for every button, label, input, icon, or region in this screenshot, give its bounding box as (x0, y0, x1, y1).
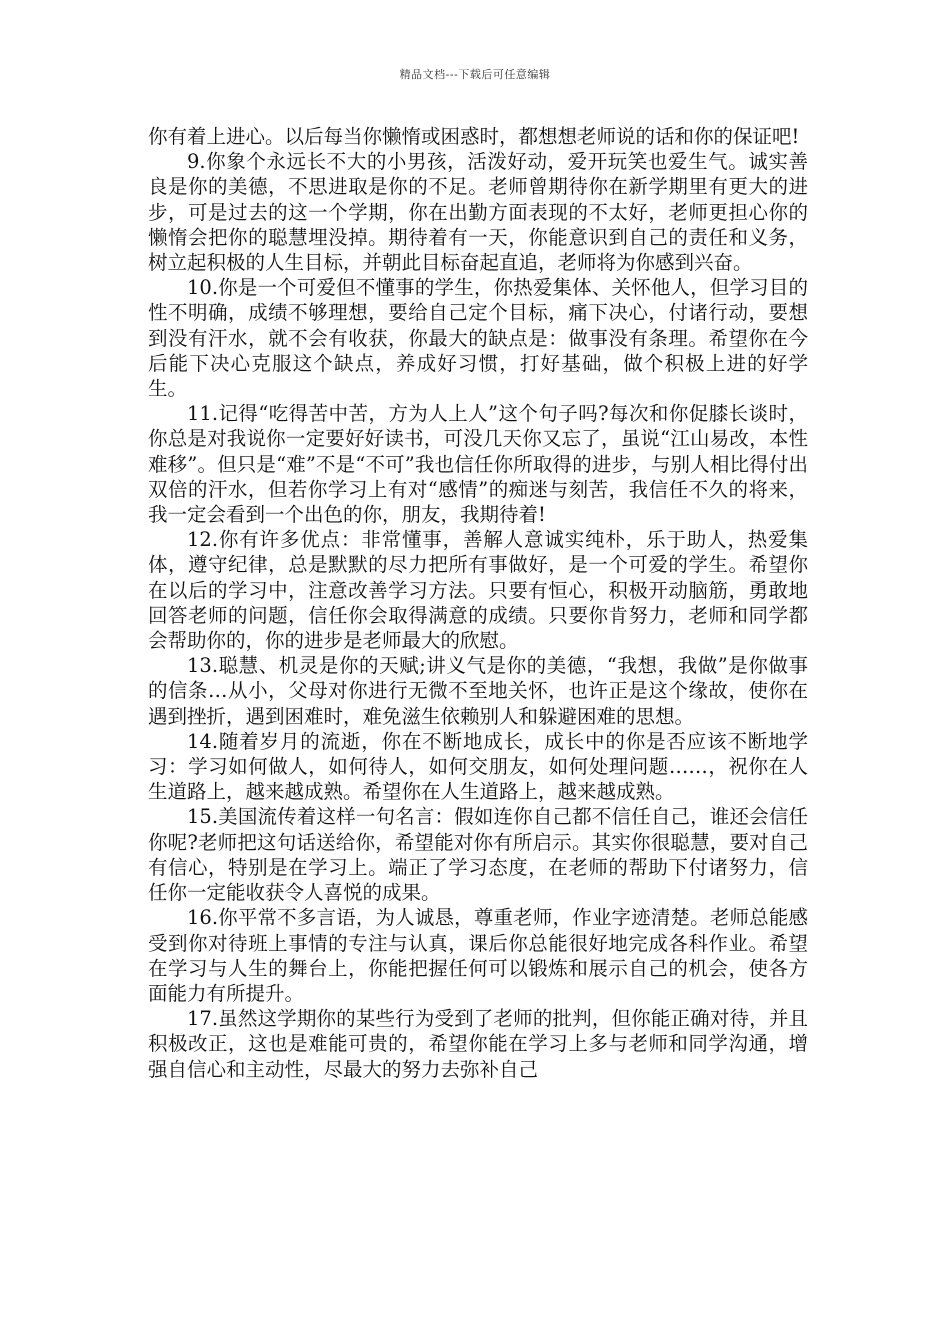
paragraph-item-17: 17.虽然这学期你的某些行为受到了老师的批判，但你能正确对待，并且积极改正，这也是难能可贵的，希望你能在学习上多与老师和同学沟通，增强自信心和主动性，尽最大的努力去弥补自己 (148, 1007, 808, 1081)
paragraph-item-13: 13.聪慧、机灵是你的天赋;讲义气是你的美德，“我想，我做”是你做事的信条…从小，父母对你进行无微不至地关怀，也许正是这个缘故，使你在遇到挫折，遇到困难时，难免滋生依赖别人和躲避困难的思想。 (148, 654, 808, 728)
paragraph-item-10: 10.你是一个可爱但不懂事的学生，你热爱集体、关怀他人，但学习目的性不明确，成绩不够理想，要给自己定个目标，痛下决心，付诸行动，要想到没有汗水，就不会有收获，你最大的缺点是：做事没有条理。希望你在今后能下决心克服这个缺点，养成好习惯，打好基础，做个积极上进的好学生。 (148, 276, 808, 401)
paragraph-item-9: 9.你象个永远长不大的小男孩，活泼好动，爱开玩笑也爱生气。诚实善良是你的美德，不思进取是你的不足。老师曾期待你在新学期里有更大的进步，可是过去的这一个学期，你在出勤方面表现的不太好，老师更担心你的懒惰会把你的聪慧埋没掉。期待着有一天，你能意识到自己的责任和义务，树立起积极的人生目标，并朝此目标奋起直追，老师将为你感到兴奋。 (148, 150, 808, 275)
paragraph-continuation: 你有着上进心。以后每当你懒惰或困惑时，都想想老师说的话和你的保证吧! (148, 125, 800, 148)
document-body (148, 124, 808, 1082)
paragraph-item-11: 11.记得“吃得苦中苦，方为人上人”这个句子吗?每次和你促膝长谈时，你总是对我说你一定要好好读书，可没几天你又忘了，虽说“江山易改，本性难移”。但只是“难”不是“不可”我也信任你所取得的进步，与别人相比得付出双倍的汗水，但若你学习上有对“感情”的痴迷与刻苦，我信任不久的将来，我一定会看到一个出色的你，朋友，我期待着! (148, 402, 808, 527)
paragraph-item-12: 12.你有许多优点：非常懂事，善解人意诚实纯朴，乐于助人，热爱集体，遵守纪律，总是默默的尽力把所有事做好，是一个可爱的学生。希望你在以后的学习中，注意改善学习方法。只要有恒心，积极开动脑筋，勇敢地回答老师的问题，信任你会取得满意的成绩。只要你肯努力，老师和同学都会帮助你的，你的进步是老师最大的欣慰。 (148, 528, 808, 653)
paragraph-item-16: 16.你平常不多言语，为人诚恳，尊重老师，作业字迹清楚。老师总能感受到你对待班上事情的专注与认真，课后你总能很好地完成各科作业。希望在学习与人生的舞台上，你能把握任何可以锻炼和展示自己的机会，使各方面能力有所提升。 (148, 906, 808, 1005)
page-header: 精品文档---下载后可任意编辑 (399, 68, 551, 81)
paragraph-item-15: 15.美国流传着这样一句名言：假如连你自己都不信任自己，谁还会信任你呢?老师把这句话送给你，希望能对你有所启示。其实你很聪慧，要对自己有信心，特别是在学习上。端正了学习态度，在老师的帮助下付诸努力，信任你一定能收获令人喜悦的成果。 (148, 805, 808, 905)
paragraph-item-14: 14.随着岁月的流逝，你在不断地成长，成长中的你是否应该不断地学习：学习如何做人，如何待人，如何交朋友，如何处理问题……，祝你在人生道路上，越来越成熟。希望你在人生道路上，越来越成熟。 (148, 729, 808, 804)
